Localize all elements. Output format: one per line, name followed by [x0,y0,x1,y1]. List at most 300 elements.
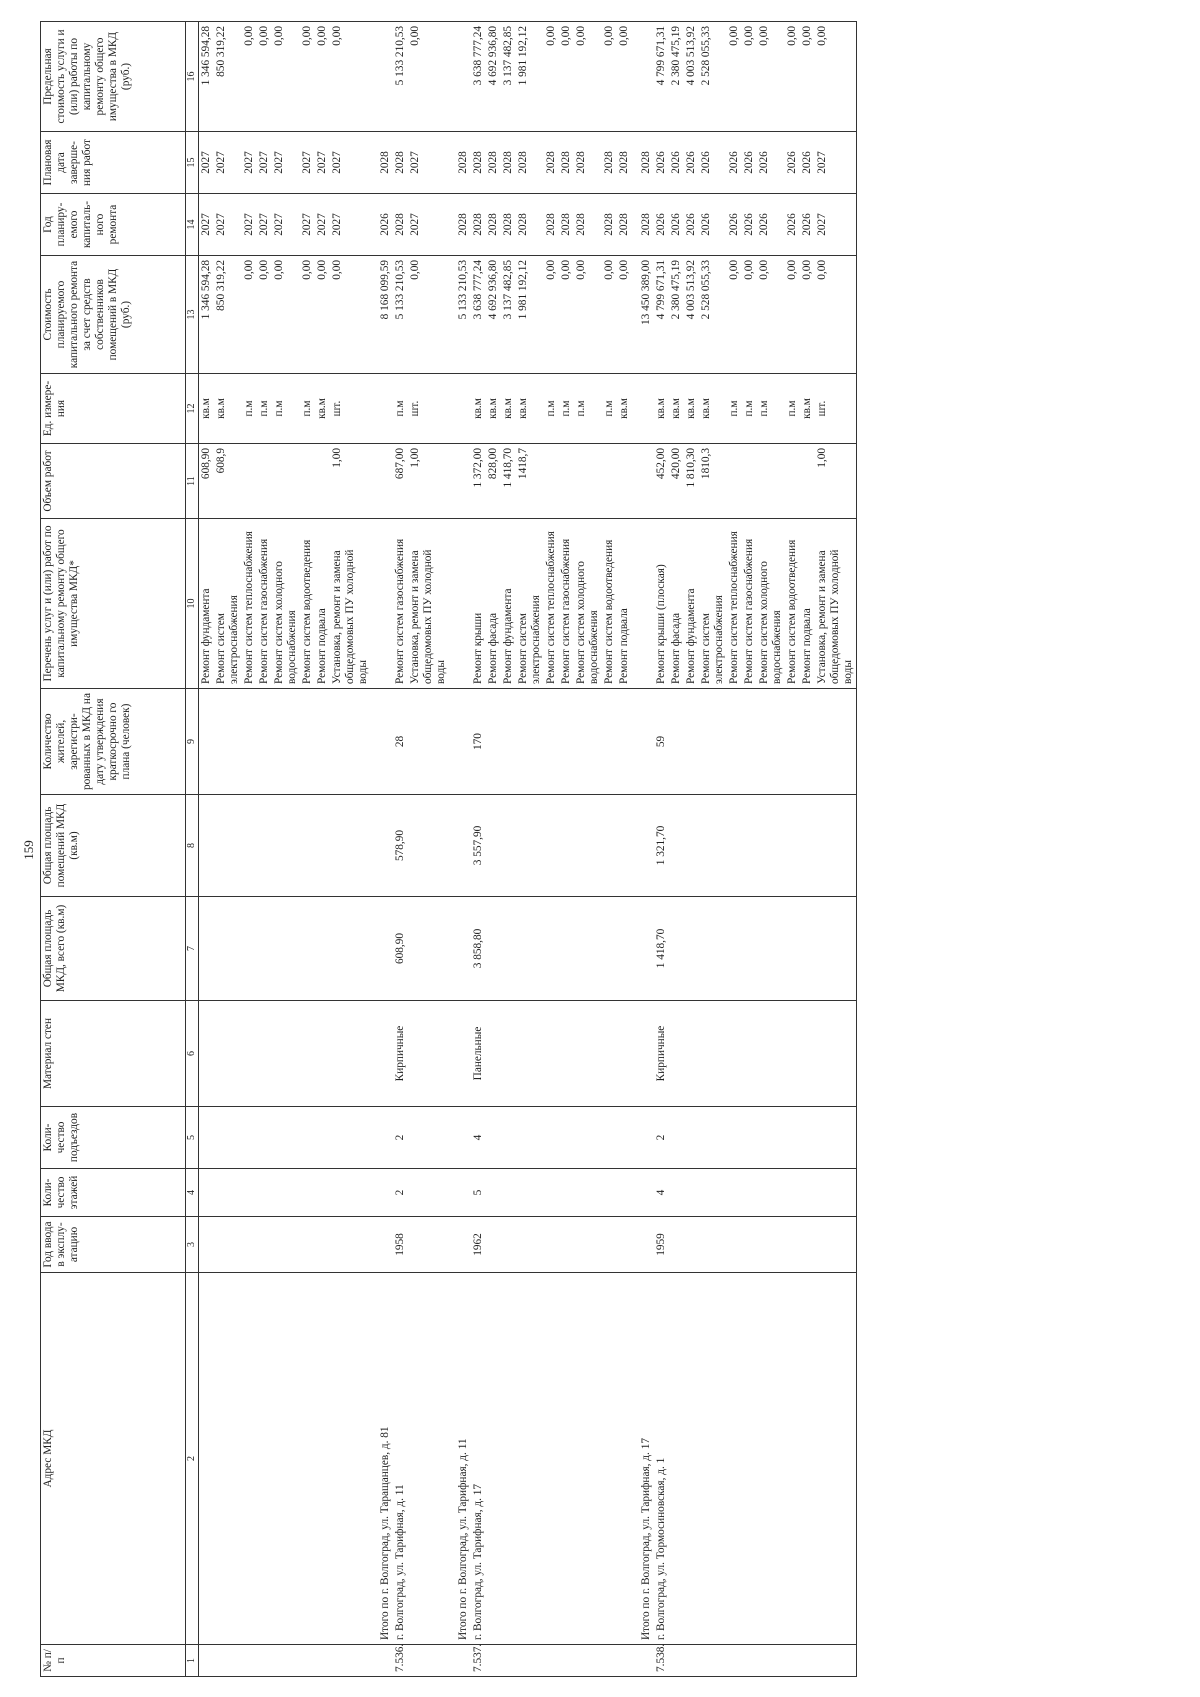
column-header-16: Предельная стоимость услуги и (или) работы по капитальному ремонту общего имущества в МКД (руб.) [41,22,186,132]
cell-col-3: 1962 [471,1217,486,1273]
cell-col-10: Ремонт систем водоотведения [602,519,617,689]
table-row [393,22,408,1677]
total-cell-15: 2028 [449,132,471,194]
cell-col-6 [669,1001,684,1107]
cell-col-3 [669,1217,684,1273]
cell-col-11 [544,444,559,519]
cell-col-6 [272,1001,300,1107]
cell-col-5 [617,1107,632,1169]
cell-col-6 [559,1001,574,1107]
total-cell-4 [632,1169,654,1217]
cell-col-16: 3 638 777,24 [471,22,486,132]
cell-col-6 [199,1001,215,1107]
table-row [574,22,602,1677]
table-row [654,22,669,1677]
cell-col-3 [699,1217,727,1273]
table-row [815,22,857,1677]
cell-col-4 [214,1169,242,1217]
cell-col-4 [699,1169,727,1217]
cell-col-5 [574,1107,602,1169]
cell-col-4 [330,1169,371,1217]
cell-col-12: кв.м [669,374,684,444]
column-header-13: Стоимость планируемого капитального ремонта за счет средств собственников помещений в МКД (руб.) [41,256,186,374]
cell-col-9 [199,689,215,795]
total-cell-5 [371,1107,393,1169]
cell-col-4 [669,1169,684,1217]
cell-col-4: 4 [654,1169,669,1217]
cell-col-5 [516,1107,544,1169]
cell-col-9 [544,689,559,795]
cell-col-9 [785,689,800,795]
table-row [471,22,486,1677]
cell-col-3 [408,1217,449,1273]
table-row [727,22,742,1677]
column-number-10: 10 [186,519,199,689]
cell-col-7 [501,897,516,1001]
cell-col-14: 2027 [272,194,300,256]
cell-col-11: 1418,7 [516,444,544,519]
cell-col-8: 578,90 [393,795,408,897]
cell-col-11 [300,444,315,519]
total-row [449,22,471,1677]
column-number-4: 4 [186,1169,199,1217]
cell-col-1 [602,1645,617,1677]
cell-col-6 [315,1001,330,1107]
cell-col-1 [516,1645,544,1677]
total-cell-9 [371,689,393,795]
cell-col-11 [742,444,757,519]
cell-col-15: 2027 [214,132,242,194]
cell-col-15: 2028 [617,132,632,194]
cell-col-15: 2028 [516,132,544,194]
cell-col-7 [602,897,617,1001]
cell-col-1 [757,1645,785,1677]
cell-col-4 [574,1169,602,1217]
cell-col-5 [300,1107,315,1169]
cell-col-15: 2027 [330,132,371,194]
cell-col-10: Ремонт подвала [617,519,632,689]
cell-col-16: 0,00 [408,22,449,132]
cell-col-12: п.м [574,374,602,444]
cell-col-9: 59 [654,689,669,795]
total-cell-3 [371,1217,393,1273]
cell-col-5 [669,1107,684,1169]
cell-col-1 [617,1645,632,1677]
cell-col-2 [257,1273,272,1645]
cell-col-1 [272,1645,300,1677]
total-cell-12 [449,374,471,444]
table-row [617,22,632,1677]
cell-col-11 [242,444,257,519]
cell-col-12: п.м [393,374,408,444]
cell-col-11 [574,444,602,519]
cell-col-13: 2 528 055,33 [699,256,727,374]
cell-col-6 [300,1001,315,1107]
cell-col-4 [602,1169,617,1217]
table-row [315,22,330,1677]
cell-col-2 [501,1273,516,1645]
cell-col-15: 2028 [559,132,574,194]
cell-col-15: 2028 [544,132,559,194]
cell-col-2 [544,1273,559,1645]
cell-col-2 [199,1273,215,1645]
cell-col-3 [602,1217,617,1273]
cell-col-10: Ремонт фундамента [684,519,699,689]
cell-col-12: п.м [727,374,742,444]
cell-col-4 [257,1169,272,1217]
cell-col-10: Ремонт систем теплоснабжения [242,519,257,689]
column-number-16: 16 [186,22,199,132]
cell-col-3 [486,1217,501,1273]
cell-col-8 [785,795,800,897]
page-number: 159 [21,840,36,860]
cell-col-5 [257,1107,272,1169]
cell-col-2 [742,1273,757,1645]
total-cell-14: 2028 [632,194,654,256]
cell-col-15: 2028 [574,132,602,194]
cell-col-5 [544,1107,559,1169]
cell-col-10: Ремонт систем водоотведения [785,519,800,689]
cell-col-8 [574,795,602,897]
table-row [272,22,300,1677]
cell-col-6 [242,1001,257,1107]
cell-col-15: 2026 [684,132,699,194]
cell-col-1 [742,1645,757,1677]
cell-col-14: 2026 [727,194,742,256]
cell-col-10: Ремонт фундамента [501,519,516,689]
table-row [501,22,516,1677]
cell-col-15: 2026 [727,132,742,194]
cell-col-8 [300,795,315,897]
table-row [757,22,785,1677]
cell-col-10: Ремонт фасада [486,519,501,689]
cell-col-16: 2 528 055,33 [699,22,727,132]
cell-col-5 [684,1107,699,1169]
cell-col-3 [757,1217,785,1273]
cell-col-3 [199,1217,215,1273]
cell-col-7 [785,897,800,1001]
cell-col-3 [559,1217,574,1273]
column-header-15: Плановая дата заверше-ния работ [41,132,186,194]
cell-col-3 [214,1217,242,1273]
cell-col-1 [699,1645,727,1677]
cell-col-11: 608,9 [214,444,242,519]
total-cell-6 [371,1001,393,1107]
cell-col-12: кв.м [617,374,632,444]
cell-col-11: 1,00 [330,444,371,519]
cell-col-4 [757,1169,785,1217]
cell-col-12: п.м [272,374,300,444]
cell-col-14: 2028 [617,194,632,256]
cell-col-4 [727,1169,742,1217]
cell-col-7 [559,897,574,1001]
cell-col-9 [574,689,602,795]
cell-col-1 [800,1645,815,1677]
table-row [544,22,559,1677]
total-cell-3 [449,1217,471,1273]
cell-col-8 [330,795,371,897]
total-cell-7 [632,897,654,1001]
cell-col-8 [516,795,544,897]
cell-col-12: кв.м [654,374,669,444]
total-cell-7 [371,897,393,1001]
cell-col-9 [699,689,727,795]
cell-col-13: 0,00 [602,256,617,374]
cell-col-14: 2027 [815,194,857,256]
cell-col-16: 850 319,22 [214,22,242,132]
cell-col-10: Ремонт систем теплоснабжения [544,519,559,689]
cell-col-7 [815,897,857,1001]
cell-col-9 [559,689,574,795]
column-header-10: Перечень услуг и (или) работ по капитальному ремонту общего имущества МКД* [41,519,186,689]
cell-col-2: г. Волгоград, ул. Тормосиновская, д. 1 [654,1273,669,1645]
cell-col-1 [785,1645,800,1677]
cell-col-16: 3 137 482,85 [501,22,516,132]
cell-col-7 [272,897,300,1001]
cell-col-11 [315,444,330,519]
cell-col-13: 4 692 936,80 [486,256,501,374]
cell-col-14: 2028 [471,194,486,256]
cell-col-15: 2026 [669,132,684,194]
cell-col-2 [785,1273,800,1645]
column-header-6: Материал стен [41,1001,186,1107]
cell-col-5 [742,1107,757,1169]
cell-col-16: 0,00 [727,22,742,132]
cell-col-7 [699,897,727,1001]
cell-col-11 [727,444,742,519]
cell-col-12: п.м [602,374,617,444]
cell-col-15: 2026 [654,132,669,194]
cell-col-11 [785,444,800,519]
column-header-8: Общая площадь помещений МКД (кв.м) [41,795,186,897]
cell-col-16: 0,00 [757,22,785,132]
cell-col-6 [501,1001,516,1107]
cell-col-11 [272,444,300,519]
cell-col-2 [315,1273,330,1645]
total-cell-15: 2028 [632,132,654,194]
column-number-8: 8 [186,795,199,897]
column-header-7: Общая площадь МКД, всего (кв.м) [41,897,186,1001]
cell-col-4 [516,1169,544,1217]
cell-col-1 [242,1645,257,1677]
cell-col-3 [800,1217,815,1273]
cell-col-5 [199,1107,215,1169]
cell-col-16: 0,00 [785,22,800,132]
column-header-5: Коли-чество подъездов [41,1107,186,1169]
cell-col-2 [669,1273,684,1645]
cell-col-8 [199,795,215,897]
cell-col-11: 452,00 [654,444,669,519]
cell-col-9 [242,689,257,795]
column-number-2: 2 [186,1273,199,1645]
cell-col-6 [574,1001,602,1107]
cell-col-6: Панельные [471,1001,486,1107]
cell-col-1 [214,1645,242,1677]
total-cell-6 [632,1001,654,1107]
cell-col-13: 0,00 [574,256,602,374]
cell-col-14: 2026 [684,194,699,256]
total-cell-11 [449,444,471,519]
table-row [199,22,215,1677]
cell-col-7 [408,897,449,1001]
cell-col-10: Установка, ремонт и замена общедомовых ПУ холодной воды [815,519,857,689]
cell-col-6 [408,1001,449,1107]
cell-col-12: кв.м [471,374,486,444]
cell-col-16: 0,00 [602,22,617,132]
cell-col-7 [727,897,742,1001]
cell-col-7 [742,897,757,1001]
cell-col-8 [757,795,785,897]
cell-col-4 [815,1169,857,1217]
cell-col-6 [486,1001,501,1107]
column-number-15: 15 [186,132,199,194]
cell-col-10: Ремонт подвала [800,519,815,689]
cell-col-16: 0,00 [617,22,632,132]
cell-col-14: 2027 [199,194,215,256]
cell-col-1: 7.537. [471,1645,486,1677]
cell-col-14: 2026 [669,194,684,256]
cell-col-13: 3 137 482,85 [501,256,516,374]
cell-col-16: 0,00 [559,22,574,132]
cell-col-12: п.м [257,374,272,444]
column-number-5: 5 [186,1107,199,1169]
cell-col-3 [272,1217,300,1273]
cell-col-1: 7.538. [654,1645,669,1677]
cell-col-6: Кирпичные [393,1001,408,1107]
cell-col-13: 0,00 [330,256,371,374]
cell-col-11 [800,444,815,519]
total-cell-9 [632,689,654,795]
total-cell-1 [632,1645,654,1677]
cell-col-2 [486,1273,501,1645]
cell-col-13: 0,00 [408,256,449,374]
table-row [214,22,242,1677]
cell-col-11: 1 418,70 [501,444,516,519]
cell-col-8 [669,795,684,897]
cell-col-4 [800,1169,815,1217]
cell-col-7 [214,897,242,1001]
cell-col-9: 28 [393,689,408,795]
total-cell-11 [632,444,654,519]
column-header-12: Ед. измере-ния [41,374,186,444]
cell-col-3 [516,1217,544,1273]
cell-col-15: 2027 [315,132,330,194]
cell-col-11: 608,90 [199,444,215,519]
cell-col-3 [544,1217,559,1273]
cell-col-9 [815,689,857,795]
cell-col-13: 5 133 210,53 [393,256,408,374]
cell-col-3: 1958 [393,1217,408,1273]
cell-col-4 [785,1169,800,1217]
cell-col-7: 608,90 [393,897,408,1001]
total-cell-8 [371,795,393,897]
cell-col-6 [257,1001,272,1107]
cell-col-5 [800,1107,815,1169]
cell-col-14: 2026 [742,194,757,256]
cell-col-7 [757,897,785,1001]
cell-col-3: 1959 [654,1217,669,1273]
total-cell-8 [632,795,654,897]
cell-col-11: 1 372,00 [471,444,486,519]
cell-col-2 [330,1273,371,1645]
cell-col-2 [699,1273,727,1645]
cell-col-2 [602,1273,617,1645]
cell-col-14: 2028 [602,194,617,256]
cell-col-5 [315,1107,330,1169]
table-row [800,22,815,1677]
cell-col-12: шт. [815,374,857,444]
cell-col-10: Ремонт фундамента [199,519,215,689]
cell-col-9 [516,689,544,795]
cell-col-7 [330,897,371,1001]
cell-col-12: шт. [330,374,371,444]
table-header [41,22,199,1677]
cell-col-2 [559,1273,574,1645]
total-cell-7 [449,897,471,1001]
cell-col-6 [516,1001,544,1107]
cell-col-9 [757,689,785,795]
cell-col-13: 0,00 [815,256,857,374]
cell-col-14: 2027 [257,194,272,256]
cell-col-14: 2027 [315,194,330,256]
cell-col-10: Ремонт подвала [315,519,330,689]
cell-col-12: кв.м [199,374,215,444]
cell-col-1 [684,1645,699,1677]
column-header-4: Коли-чество этажей [41,1169,186,1217]
cell-col-11 [757,444,785,519]
column-header-9: Количество жителей, зарегистри-рованных в МКД на дату утверждения краткосрочно го плана (человек) [41,689,186,795]
column-number-13: 13 [186,256,199,374]
cell-col-5: 2 [393,1107,408,1169]
cell-col-13: 3 638 777,24 [471,256,486,374]
cell-col-8 [501,795,516,897]
cell-col-13: 850 319,22 [214,256,242,374]
cell-col-1 [199,1645,215,1677]
cell-col-14: 2027 [300,194,315,256]
cell-col-7 [257,897,272,1001]
cell-col-15: 2027 [300,132,315,194]
column-number-7: 7 [186,897,199,1001]
cell-col-3 [315,1217,330,1273]
cell-col-2 [727,1273,742,1645]
cell-col-3 [257,1217,272,1273]
cell-col-13: 0,00 [242,256,257,374]
cell-col-1 [501,1645,516,1677]
cell-col-4 [559,1169,574,1217]
cell-col-2 [408,1273,449,1645]
cell-col-13: 1 981 192,12 [516,256,544,374]
cell-col-2 [516,1273,544,1645]
cell-col-15: 2027 [815,132,857,194]
total-row [632,22,654,1677]
cell-col-14: 2028 [544,194,559,256]
cell-col-8 [742,795,757,897]
total-cell-9 [449,689,471,795]
cell-col-3 [574,1217,602,1273]
cell-col-8: 3 557,90 [471,795,486,897]
cell-col-7 [516,897,544,1001]
cell-col-13: 0,00 [315,256,330,374]
cell-col-1 [486,1645,501,1677]
total-cell-8 [449,795,471,897]
cell-col-10: Ремонт систем электроснабжения [214,519,242,689]
cell-col-12: п.м [300,374,315,444]
cell-col-9 [214,689,242,795]
cell-col-3 [501,1217,516,1273]
cell-col-9 [272,689,300,795]
cell-col-1: 7.536. [393,1645,408,1677]
cell-col-6 [727,1001,742,1107]
